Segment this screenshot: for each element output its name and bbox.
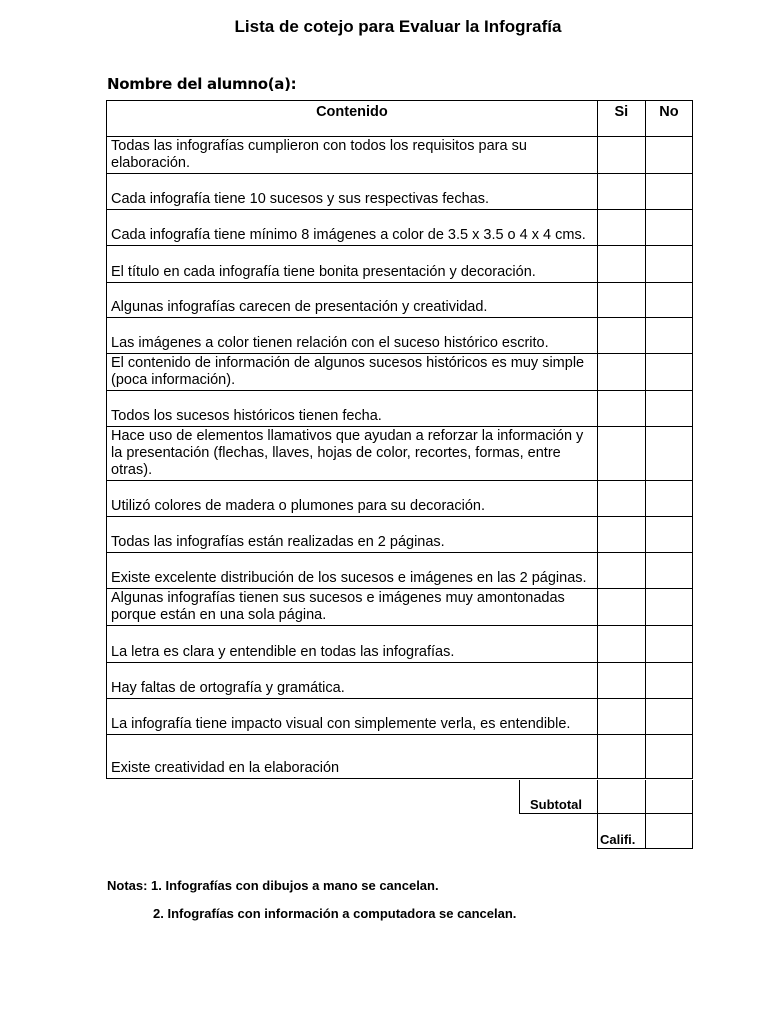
checklist-rows: [107, 137, 693, 779]
si-checkbox-cell[interactable]: [597, 481, 645, 517]
table-row: [107, 735, 693, 779]
no-checkbox-cell[interactable]: [645, 283, 692, 318]
si-checkbox-cell[interactable]: [597, 626, 645, 663]
table-row: [107, 626, 693, 663]
si-checkbox-cell[interactable]: [597, 391, 645, 427]
criterion-text: Utilizó colores de madera o plumones para su decoración.: [107, 481, 598, 517]
si-checkbox-cell[interactable]: [597, 553, 645, 589]
note-1: Notas: 1. Infografías con dibujos a mano se cancelan.: [107, 878, 439, 893]
criterion-text: El contenido de información de algunos sucesos históricos es muy simple (poca información).: [107, 354, 598, 391]
no-checkbox-cell[interactable]: [645, 246, 692, 283]
no-checkbox-cell[interactable]: [645, 517, 692, 553]
criterion-text: Hace uso de elementos llamativos que ayudan a reforzar la información y la presentación (flechas, llaves, hojas de color, recortes, formas, entre otras).: [107, 427, 598, 481]
table-row: [107, 174, 693, 210]
criterion-text: Cada infografía tiene 10 sucesos y sus respectivas fechas.: [107, 174, 598, 210]
grade-label: Califi.: [600, 832, 636, 847]
criterion-text: Algunas infografías carecen de presentación y creatividad.: [107, 283, 598, 318]
header-no: No: [645, 101, 692, 137]
si-checkbox-cell[interactable]: [597, 517, 645, 553]
subtotal-no-cell[interactable]: [645, 780, 693, 814]
table-row: [107, 354, 693, 391]
si-checkbox-cell[interactable]: [597, 735, 645, 779]
no-checkbox-cell[interactable]: [645, 699, 692, 735]
table-row: [107, 553, 693, 589]
grade-value-cell[interactable]: [645, 813, 693, 849]
criterion-text: Cada infografía tiene mínimo 8 imágenes a color de 3.5 x 3.5 o 4 x 4 cms.: [107, 210, 598, 246]
criterion-text: La infografía tiene impacto visual con simplemente verla, es entendible.: [107, 699, 598, 735]
table-row: [107, 246, 693, 283]
no-checkbox-cell[interactable]: [645, 174, 692, 210]
table-header-row: [107, 101, 693, 137]
si-checkbox-cell[interactable]: [597, 137, 645, 174]
no-checkbox-cell[interactable]: [645, 553, 692, 589]
no-checkbox-cell[interactable]: [645, 427, 692, 481]
si-checkbox-cell[interactable]: [597, 427, 645, 481]
table-row: [107, 663, 693, 699]
no-checkbox-cell[interactable]: [645, 318, 692, 354]
table-row: [107, 589, 693, 626]
subtotal-si-cell[interactable]: [597, 780, 646, 814]
si-checkbox-cell[interactable]: [597, 354, 645, 391]
subtotal-label: Subtotal: [530, 797, 582, 812]
criterion-text: Las imágenes a color tienen relación con el suceso histórico escrito.: [107, 318, 598, 354]
table-row: [107, 699, 693, 735]
table-row: [107, 210, 693, 246]
table-row: [107, 318, 693, 354]
table-row: [107, 391, 693, 427]
no-checkbox-cell[interactable]: [645, 663, 692, 699]
si-checkbox-cell[interactable]: [597, 589, 645, 626]
table-row: [107, 137, 693, 174]
criterion-text: Todos los sucesos históricos tienen fecha.: [107, 391, 598, 427]
no-checkbox-cell[interactable]: [645, 735, 692, 779]
no-checkbox-cell[interactable]: [645, 626, 692, 663]
no-checkbox-cell[interactable]: [645, 210, 692, 246]
no-checkbox-cell[interactable]: [645, 481, 692, 517]
grade-label-cell: [597, 813, 646, 849]
table-row: [107, 517, 693, 553]
si-checkbox-cell[interactable]: [597, 246, 645, 283]
checklist-table: [106, 100, 693, 779]
criterion-text: Existe creatividad en la elaboración: [107, 735, 598, 779]
criterion-text: El título en cada infografía tiene bonita presentación y decoración.: [107, 246, 598, 283]
table-row: [107, 283, 693, 318]
no-checkbox-cell[interactable]: [645, 391, 692, 427]
si-checkbox-cell[interactable]: [597, 283, 645, 318]
si-checkbox-cell[interactable]: [597, 210, 645, 246]
criterion-text: Todas las infografías cumplieron con todos los requisitos para su elaboración.: [107, 137, 598, 174]
header-si: Si: [597, 101, 645, 137]
table-row: [107, 481, 693, 517]
si-checkbox-cell[interactable]: [597, 663, 645, 699]
criterion-text: La letra es clara y entendible en todas las infografías.: [107, 626, 598, 663]
table-row: [107, 427, 693, 481]
criterion-text: Todas las infografías están realizadas en 2 páginas.: [107, 517, 598, 553]
si-checkbox-cell[interactable]: [597, 699, 645, 735]
no-checkbox-cell[interactable]: [645, 589, 692, 626]
student-name-label: Nombre del alumno(a):: [107, 75, 297, 93]
no-checkbox-cell[interactable]: [645, 354, 692, 391]
si-checkbox-cell[interactable]: [597, 318, 645, 354]
criterion-text: Algunas infografías tienen sus sucesos e imágenes muy amontonadas porque están en una sola página.: [107, 589, 598, 626]
subtotal-label-cell: [519, 780, 598, 814]
page-title: Lista de cotejo para Evaluar la Infografía: [234, 17, 562, 36]
criterion-text: Hay faltas de ortografía y gramática.: [107, 663, 598, 699]
si-checkbox-cell[interactable]: [597, 174, 645, 210]
no-checkbox-cell[interactable]: [645, 137, 692, 174]
note-2: 2. Infografías con información a computadora se cancelan.: [153, 906, 517, 921]
header-content: Contenido: [107, 101, 598, 137]
criterion-text: Existe excelente distribución de los sucesos e imágenes en las 2 páginas.: [107, 553, 598, 589]
